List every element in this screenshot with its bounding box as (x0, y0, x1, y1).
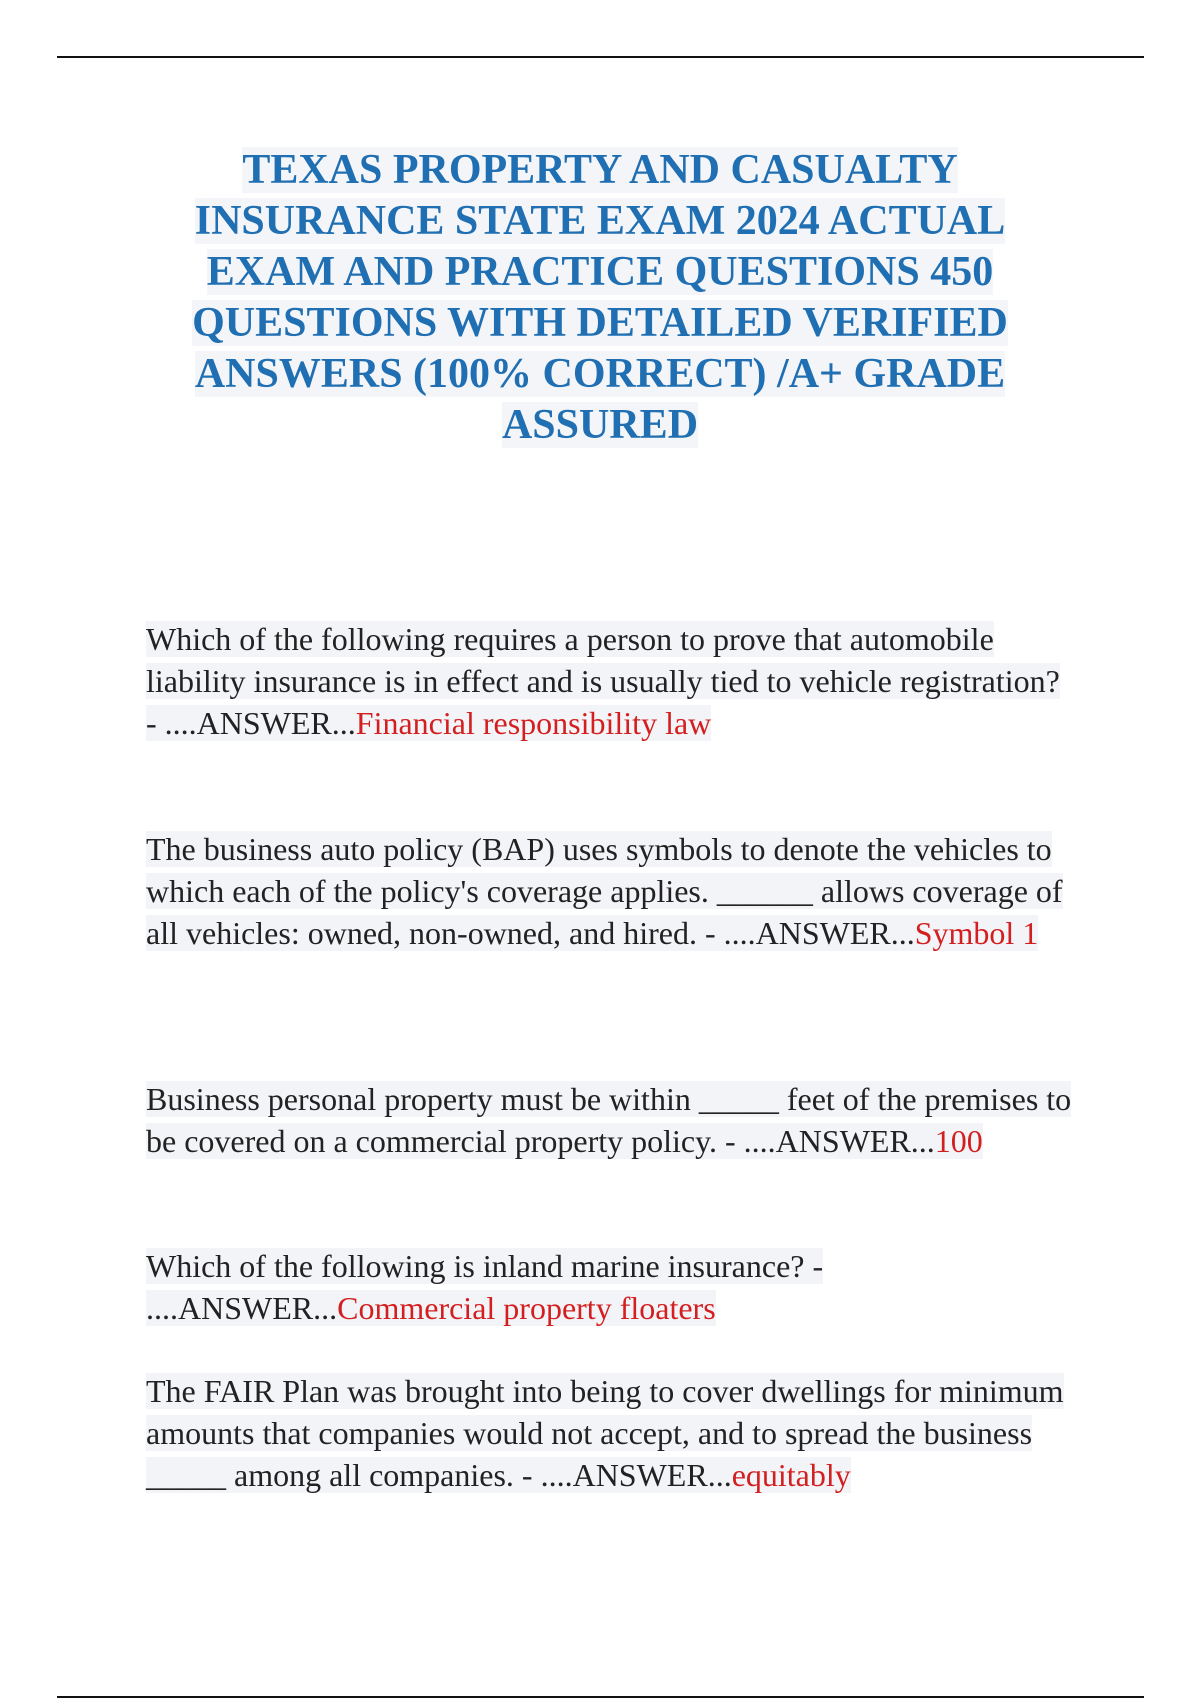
answer-text: Financial responsibility law (355, 705, 712, 741)
question-item (146, 1370, 1076, 1496)
bottom-rule (57, 1696, 1144, 1698)
question-item (146, 1078, 1076, 1162)
question-item (146, 828, 1076, 954)
document-title-text: TEXAS PROPERTY AND CASUALTY INSURANCE STATE EXAM 2024 ACTUAL EXAM AND PRACTICE QUESTIONS 450 QUESTIONS WITH DETAILED VERIFIED ANSWERS (100% CORRECT) /A+ GRADE ASSURED (192, 147, 1008, 448)
question-text: The FAIR Plan was brought into being to cover dwellings for minimum amounts that companies would not accept, and to spread the business _____ among all companies. - ....ANSWER... (146, 1373, 1064, 1493)
question-item (146, 1245, 1076, 1329)
question-text: Which of the following is inland marine insurance? - ....ANSWER... (146, 1248, 824, 1326)
answer-text: 100 (934, 1123, 983, 1159)
question-item (146, 618, 1076, 744)
answer-text: Commercial property floaters (337, 1290, 716, 1326)
question-text: The business auto policy (BAP) uses symbols to denote the vehicles to which each of the policy's coverage applies. ______ allows coverage of all vehicles: owned, non-owned, and hired. - ....ANSWER... (146, 831, 1063, 951)
document-title (130, 145, 1070, 451)
question-text: Which of the following requires a person to prove that automobile liability insurance is in effect and is usually tied to vehicle registration? - ....ANSWER... (146, 621, 1060, 741)
top-rule (57, 56, 1144, 58)
question-text: Business personal property must be within _____ feet of the premises to be covered on a commercial property policy. - ....ANSWER... (146, 1081, 1072, 1159)
answer-text: Symbol 1 (914, 915, 1039, 951)
answer-text: equitably (731, 1457, 851, 1493)
